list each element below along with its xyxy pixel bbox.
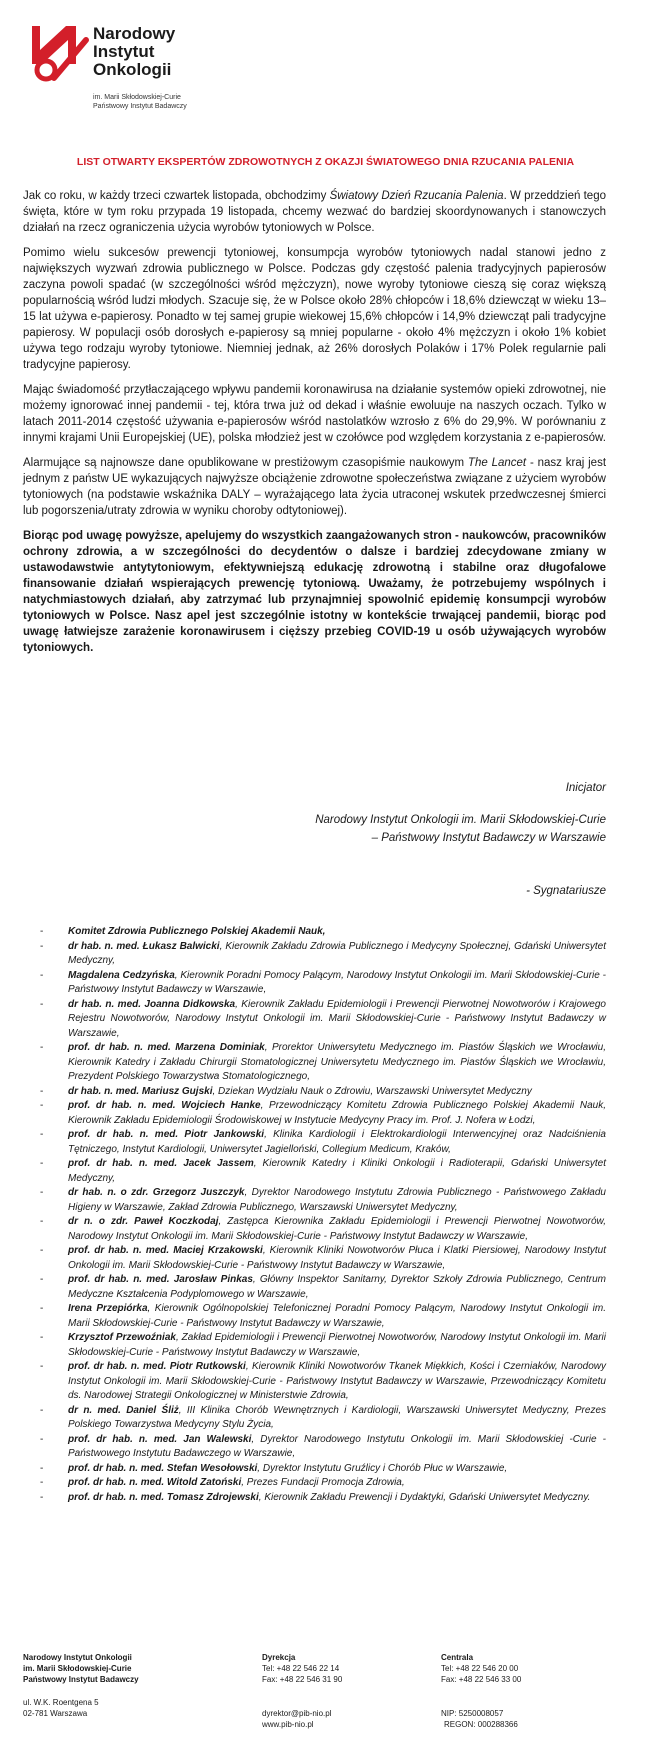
signatory-name: prof. dr hab. n. med. Jacek Jassem [68, 1158, 254, 1169]
signatory-name: prof. dr hab. n. med. Tomasz Zdrojewski [68, 1491, 259, 1503]
signatory-affiliation: , Przewodniczący Komitetu Zdrowia Publicznego Polskiej Akademii Nauk, Kierownik Zakładu Epidemiologii Środowiskowej w Instytucie Medycyny Pracy im. Prof. J. Nofera w Łodzi, [68, 1100, 607, 1126]
signatory-affiliation: , Zakład Epidemiologii i Prewencji Pierwotnej Nowotworów, Narodowy Instytut Onkologii im. Marii Skłodowskiej-Curie - Państwowy Instytut Badawczy w Warszawie, [68, 1332, 606, 1358]
signatory-item [40, 1244, 606, 1273]
list-dash: - [40, 1303, 44, 1314]
initiator-line-1: Narodowy Instytut Onkologii im. Marii Skłodowskiej-Curie [315, 814, 606, 826]
list-dash: - [40, 1158, 44, 1169]
signatory-affiliation: , Dyrektor Narodowego Instytutu Onkologii im. Marii Skłodowskiej -Curie - Państwowego Instytutu Badawczego w Warszawie, [68, 1433, 606, 1459]
signatory-name: prof. dr hab. n. med. Stefan Wesołowski [68, 1462, 258, 1474]
list-dash: - [40, 1332, 44, 1343]
list-dash: - [40, 940, 44, 952]
signatories-list [40, 925, 606, 1505]
list-dash: - [40, 969, 44, 981]
signatory-affiliation: , Zastępca Kierownika Zakładu Epidemiologii i Prewencji Pierwotnej Nowotworów, Narodowy Instytut Onkologii im. Marii Skłodowskiej-Curie - Państwowy Instytut Badawczy w Warszawie, [68, 1216, 606, 1242]
signatory-item [40, 1302, 606, 1331]
list-dash: - [40, 1274, 44, 1285]
signatory-affiliation: , Dyrektor Narodowego Instytutu Zdrowia Publicznego - Państwowego Zakładu Higieny w Warszawie, Zakład Zdrowia Publicznego, Warszawski Uniwersytet Medyczny, [68, 1187, 606, 1213]
signatory-name: prof. dr hab. n. med. Piotr Rutkowski [68, 1361, 246, 1372]
signatory-affiliation: , Kierownik Ogólnopolskiej Telefonicznej Poradni Pomocy Palącym, Narodowy Instytut Onkologii im. Marii Skłodowskiej-Curie - Państwowy Instytut Badawczy w Warszawie, [68, 1303, 607, 1329]
signatory-item [40, 1085, 606, 1100]
list-dash: - [40, 1404, 44, 1416]
letter-title: LIST OTWARTY EKSPERTÓW ZDROWOTNYCH Z OKAZJI ŚWIATOWEGO DNIA RZUCANIA PALENIA [76, 156, 575, 168]
signatory-name: dr hab. n. med. Łukasz Balwicki [68, 940, 220, 952]
signatory-affiliation: , Kierownik Kliniki Nowotworów Płuca i Klatki Piersiowej, Narodowy Instytut Onkologii im. Marii Skłodowskiej-Curie - Państwowy Instytut Badawczy w Warszawie, [68, 1245, 606, 1271]
signatory-item [40, 1331, 606, 1360]
initiator-label: Inicjator [565, 782, 606, 794]
signatory-name: prof. dr hab. n. med. Wojciech Hanke [68, 1100, 261, 1111]
signatory-item [40, 1404, 606, 1433]
signatory-item [40, 1273, 606, 1302]
paragraph-2: Pomimo wielu sukcesów prewencji tytoniowej, konsumpcja wyrobów tytoniowych nadal stanowi jedno z największych wyzwań zdrowia publicznego w Polsce. Podczas gdy częstość palenia tradycyjnych papierosów zaczyna powoli spadać (w szczególności wśród mężczyzn), nowe wyroby tytoniowe cieszą się coraz większą popularnością wśród ludzi młodych. Szacuje się, że w Polsce około 28% chłopców i 18,6% dziewcząt w wieku 13–15 lat używa e-papierosy. Ponadto w tej samej grupie wiekowej 15,6% chłopców i 14,9% dziewcząt pali tradycyjne papierosy. W populacji osób dorosłych e-papierosy są mniej popularne - około 4% mężczyzn i około 1% kobiet używa tego rodzaju wyroby tytoniowe. Niemniej jednak, aż 26% dorosłych Polaków i 17% Polek regularnie pali tradycyjne papierosy. [23, 247, 606, 371]
signatory-affiliation: , Kierownik Zakładu Epidemiologii i Prewencji Pierwotnej Nowotworów i Krajowego Rejestru Nowotworów, Narodowy Instytut Onkologii im. Marii Skłodowskiej-Curie - Państwowy Instytut Badawczy w Warszawie, [68, 998, 606, 1039]
signatory-item [40, 1491, 606, 1506]
signatory-item [40, 969, 606, 998]
list-dash: - [40, 1187, 44, 1198]
signatory-name: prof. dr hab. n. med. Witold Zatoński [68, 1477, 242, 1488]
signatory-item [40, 1215, 606, 1244]
institute-logo [26, 20, 206, 120]
footer-switchboard: Centrala Tel: +48 22 546 20 00 Fax: +48 22 546 33 00 NIP: 5250008057 REGON: 000288366 [441, 1653, 522, 1729]
list-dash: - [40, 998, 44, 1010]
signatory-name: Komitet Zdrowia Publicznego Polskiej Akademii Nauk, [68, 926, 326, 937]
list-dash: - [40, 1477, 44, 1488]
signatory-affiliation: , Dyrektor Instytutu Gruźlicy i Chorób Płuc w Warszawie, [257, 1462, 508, 1474]
signatory-affiliation: , Dziekan Wydziału Nauk o Zdrowiu, Warszawski Uniwersytet Medyczny [212, 1085, 532, 1097]
paragraph-5-appeal: Biorąc pod uwagę powyższe, apelujemy do wszystkich zaangażowanych stron - naukowców, pracowników ochrony zdrowia, a w szczególności do decydentów o dalsze i bardziej zdecydowane zmiany w ustawodawstwie antytytoniowym, efektywniejszą edukację zdrowotną i stabilne oraz długofalowe finansowanie działań wspierających prewencję tytoniową. Uważamy, że potrzebujemy wspólnych i natychmiastowych działań, aby zatrzymać lub przynajmniej spowolnić epidemię konsumpcji wyrobów tytoniowych w Polsce. Nasz apel jest szczególnie istotny w kontekście trwającej pandemii, biorąc pod uwagę łatwiejsze zarażenie koronawirusem i cięższy przebieg COVID-19 u osób używających wyrobów tytoniowych. [23, 530, 607, 654]
signatory-affiliation: , Kierownik Zakładu Zdrowia Publicznego i Medycyny Społecznej, Gdański Uniwersytet Medyczny, [68, 940, 606, 966]
signatory-item [40, 1433, 606, 1462]
signatory-item [40, 1157, 606, 1186]
list-dash: - [40, 1216, 44, 1227]
signatory-item [40, 998, 606, 1042]
signatory-name: dr hab. n. o zdr. Grzegorz Juszczyk [68, 1187, 245, 1198]
signatory-item [40, 1099, 606, 1128]
list-dash: - [40, 1100, 44, 1111]
list-dash: - [40, 1245, 44, 1256]
signatory-item [40, 1476, 606, 1491]
signatory-affiliation: , Prezes Fundacji Promocja Zdrowia, [241, 1477, 405, 1488]
list-dash: - [40, 1491, 44, 1503]
list-dash: - [40, 1462, 44, 1474]
nio-logo-mark-icon [26, 20, 90, 84]
list-dash: - [40, 1042, 44, 1053]
list-dash: - [40, 1433, 44, 1445]
institute-subtitle: im. Marii Skłodowskiej-Curie Państwowy Instytut Badawczy [93, 94, 187, 110]
paragraph-3: Mając świadomość przytłaczającego wpływu pandemii koronawirusa na działanie systemów opieki zdrowotnej, nie możemy ignorować innej pandemii - tej, która trwa już od dekad i właśnie ewoluuje na naszych oczach. Tylko w latach 2011-2014 częstość używania e-papierosów wśród nastolatków wzrosło z 6% do 29,9%. W porównaniu z innymi krajami Unii Europejskiej (UE), polska młodzież jest w czołówce pod względem korzystania z e-papierosów. [23, 384, 606, 444]
initiator-line-2: – Państwowy Instytut Badawczy w Warszawie [371, 832, 606, 844]
signatory-affiliation: , Główny Inspektor Sanitarny, Dyrektor Szkoły Zdrowia Publicznego, Centrum Medyczne Kształcenia Podyplomowego w Warszawie, [68, 1274, 606, 1300]
signatories-label: - Sygnatariusze [526, 885, 606, 897]
signatory-item [40, 1186, 606, 1215]
signatory-name: prof. dr hab. n. med. Jan Walewski [68, 1433, 252, 1445]
signatory-name: Krzysztof Przewoźniak [68, 1332, 176, 1343]
signatory-item [40, 1041, 606, 1085]
signatory-name: prof. dr hab. n. med. Jarosław Pinkas [68, 1274, 253, 1285]
signatory-name: prof. dr hab. n. med. Marzena Dominiak [68, 1042, 265, 1053]
paragraph-4: Alarmujące są najnowsze dane opublikowane w prestiżowym czasopiśmie naukowym The Lancet - nasz kraj jest jednym z państw UE wykazujących najwyższe obciążenie zdrowotne społeczeństwa związane z użyciem wyrobów tytoniowych (na podstawie wskaźnika DALY – wyrażającego lata życia utraconej wskutek przedwczesnej śmierci lub pogorszenia/utraty zdrowia w wyniku choroby odtytoniowej). [23, 457, 607, 517]
signatory-item [40, 1462, 606, 1477]
list-dash: - [40, 1361, 44, 1372]
signatory-affiliation: , Prorektor Uniwersytetu Medycznego im. Piastów Śląskich we Wrocławiu, Kierownik Katedry i Zakładu Chirurgii Stomatologicznej Uniwersytetu Medycznego im. Piastów Śląskich we Wrocławiu, Prezydent Polskiego Towarzystwa Stomatologicznego, [68, 1042, 606, 1082]
signatory-item [40, 1360, 606, 1404]
paragraph-1: Jak co roku, w każdy trzeci czwartek listopada, obchodzimy Światowy Dzień Rzucania Palenia. W przeddzień tego święta, które w tym roku przypada 19 listopada, chcemy wezwać do bardziej skoordynowanych i stanowczych działań na rzecz ograniczenia użycia wyrobów tytoniowych w Polsce. [23, 190, 606, 234]
signatory-name: Irena Przepiórka [68, 1303, 148, 1314]
signatory-affiliation: , Kierownik Zakładu Prewencji i Dydaktyki, Gdański Uniwersytet Medyczny. [258, 1491, 591, 1503]
list-dash: - [40, 926, 44, 937]
letter-body [23, 188, 606, 665]
signatory-affiliation: , Kierownik Poradni Pomocy Palącym, Narodowy Instytut Onkologii im. Marii Skłodowskiej-Curie - Państwowy Instytut Badawczy w Warszawie, [68, 969, 606, 995]
signatory-name: Magdalena Cedzyńska [68, 969, 175, 981]
footer-address: Narodowy Instytut Onkologii im. Marii Skłodowskiej-Curie Państwowy Instytut Badawczy ul. W.K. Roentgena 5 02-781 Warszawa [23, 1653, 139, 1718]
signatory-affiliation: , Klinika Kardiologii i Elektrokardiologii Interwencyjnej oraz Nadciśnienia Tętniczego, Instytut Kardiologii, Uniwersytet Jagielloński, Collegium Medicum, Kraków, [68, 1129, 606, 1155]
signatory-item [40, 940, 606, 969]
institute-name: Narodowy Instytut Onkologii [93, 24, 176, 79]
signatory-name: dr hab. n. med. Joanna Didkowska [68, 998, 236, 1010]
signatory-name: dr n. med. Daniel Śliż [68, 1404, 179, 1416]
list-dash: - [40, 1085, 44, 1097]
signatory-name: dr hab. n. med. Mariusz Gujski [68, 1085, 213, 1097]
signatory-name: prof. dr hab. n. med. Maciej Krzakowski [68, 1245, 263, 1256]
signatory-affiliation: , Kierownik Katedry i Kliniki Onkologii i Radioterapii, Gdański Uniwersytet Medyczny, [68, 1158, 606, 1184]
signatory-affiliation: , III Klinika Chorób Wewnętrznych i Kardiologii, Warszawski Uniwersytet Medyczny, Prezes Polskiego Towarzystwa Medycyny Stylu Życia, [68, 1404, 607, 1430]
signatory-name: prof. dr hab. n. med. Piotr Jankowski [68, 1129, 265, 1140]
signatory-affiliation: , Kierownik Kliniki Nowotworów Tkanek Miękkich, Kości i Czerniaków, Narodowy Instytut Onkologii im. Marii Skłodowskiej-Curie - Państwowy Instytut Badawczy w Warszawie, Przewodniczący Komitetu ds. Narodowej Strategii Onkologicznej w Ministerstwie Zdrowia, [68, 1361, 606, 1401]
footer-directorate: Dyrekcja Tel: +48 22 546 22 14 Fax: +48 22 546 31 90 dyrektor@pib-nio.pl www.pib-nio.pl [262, 1653, 343, 1729]
signatory-item [40, 925, 606, 940]
signatory-item [40, 1128, 606, 1157]
list-dash: - [40, 1129, 44, 1140]
signatory-name: dr n. o zdr. Paweł Koczkodaj [68, 1216, 219, 1227]
